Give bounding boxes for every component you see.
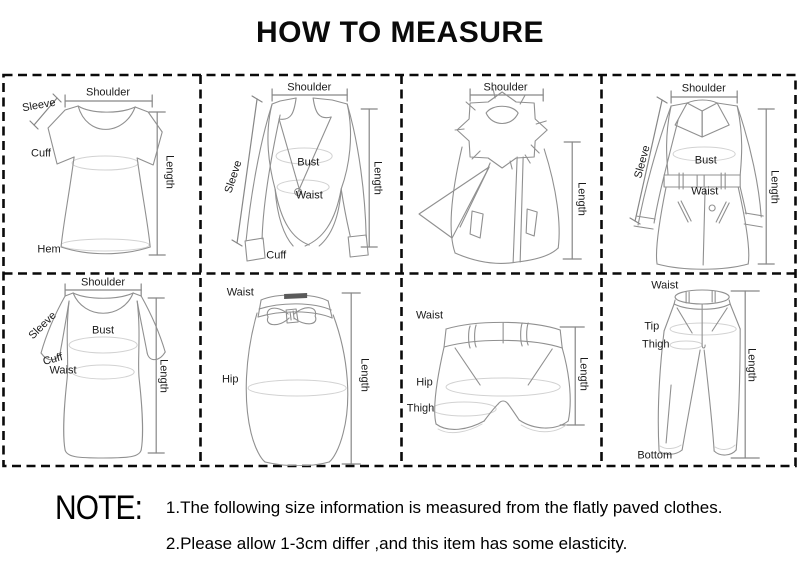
pants-tip-label: Tip <box>644 320 660 333</box>
coat-shoulder-label: Shoulder <box>681 82 726 95</box>
note-lines <box>166 489 723 554</box>
fur-cape-drawing <box>400 75 598 273</box>
tshirt-length-label: Length <box>163 155 176 189</box>
blazer-sleeve-label: Sleeve <box>222 158 245 195</box>
coat-length-label: Length <box>768 170 781 204</box>
dress-sleeve-label: Sleeve <box>26 309 59 342</box>
panel-long-coat <box>598 75 796 273</box>
note-line-2: 2.Please allow 1-3cm differ ,and this item has some elasticity. <box>165 534 628 553</box>
page-title: HOW TO MEASURE <box>255 16 545 49</box>
dress-measure-lines <box>65 284 164 453</box>
tshirt-shoulder-label: Shoulder <box>85 86 131 99</box>
pants-length-label: Length <box>745 348 758 382</box>
tshirt-measure-lines <box>30 94 165 255</box>
skirt-length-label: Length <box>358 358 371 392</box>
shorts-waist-label: Waist <box>415 309 444 322</box>
dress-bust-label: Bust <box>91 324 115 337</box>
dress-length-label: Length <box>157 359 170 393</box>
tshirt-cuff-label: Cuff <box>31 147 51 160</box>
panel-skirt <box>201 273 399 466</box>
note-section <box>55 489 722 554</box>
panel-dress <box>3 273 201 466</box>
skirt-waist-label: Waist <box>226 286 254 299</box>
blazer-shoulder-label: Shoulder <box>287 81 332 94</box>
dress-shoulder-label: Shoulder <box>80 276 126 289</box>
tshirt-hem-label: Hem <box>37 243 61 256</box>
shorts-drawing <box>400 273 598 466</box>
note-heading: NOTE: <box>55 489 143 527</box>
cape-length-label: Length <box>575 182 587 216</box>
long-coat-drawing <box>598 75 796 273</box>
panel-pants <box>598 273 796 466</box>
pants-waist-label: Waist <box>651 279 679 292</box>
tshirt-sleeve-label: Sleeve <box>21 96 57 115</box>
dress-waist-label: Waist <box>49 364 77 377</box>
blazer-length-label: Length <box>371 161 384 195</box>
dress-cuff-label: Cuff <box>41 351 65 368</box>
panel-blazer <box>201 75 399 273</box>
coat-sleeve-label: Sleeve <box>632 144 653 180</box>
coat-bust-label: Bust <box>694 154 717 167</box>
shorts-length-label: Length <box>577 357 589 391</box>
pants-bottom-label: Bottom <box>637 449 673 462</box>
blazer-waist-label: Waist <box>295 189 323 202</box>
fur-texture <box>455 89 546 170</box>
dress-drawing <box>3 273 201 466</box>
panel-shorts <box>400 273 598 466</box>
measure-grid <box>3 75 796 466</box>
shorts-thigh-label: Thigh <box>406 402 435 415</box>
skirt-hip-label: Hip <box>221 373 239 386</box>
blazer-bust-label: Bust <box>297 156 320 169</box>
panel-fur-cape <box>400 75 598 273</box>
blazer-cuff-label: Cuff <box>266 249 287 262</box>
pants-drawing <box>598 273 796 466</box>
shorts-hip-label: Hip <box>416 376 433 389</box>
panel-tshirt <box>3 75 201 273</box>
coat-waist-label: Waist <box>691 185 719 198</box>
note-line-1: 1.The following size information is measured from the flatly paved clothes. <box>165 498 723 517</box>
pants-thigh-label: Thigh <box>641 338 670 351</box>
cape-shoulder-label: Shoulder <box>483 81 528 94</box>
